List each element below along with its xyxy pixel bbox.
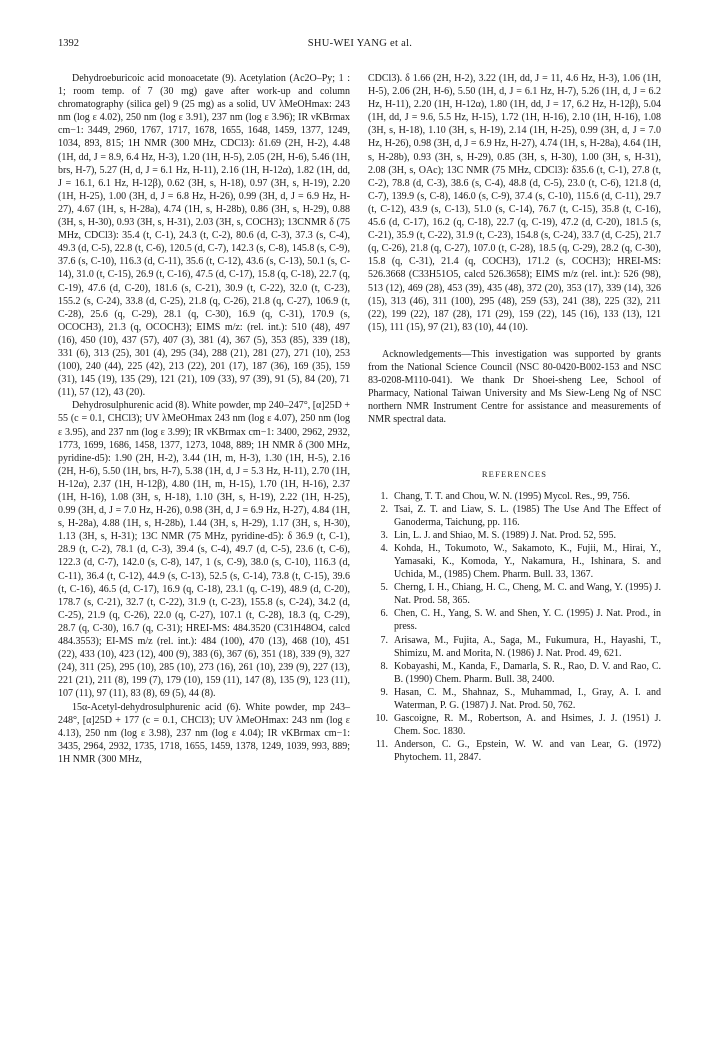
reference-text: Lin, L. J. and Shiao, M. S. (1989) J. Nat. Prod. 52, 595. xyxy=(394,529,616,541)
page-number: 1392 xyxy=(58,38,79,49)
reference-text: Chang, T. T. and Chou, W. N. (1995) Mycol. Res., 99, 756. xyxy=(394,490,630,502)
reference-number: 5. xyxy=(380,582,388,594)
reference-text: Chen, C. H., Yang, S. W. and Shen, Y. C. (1995) J. Nat. Prod., in press. xyxy=(394,608,661,633)
reference-text: Kohda, H., Tokumoto, W., Sakamoto, K., Fujii, M., Hirai, Y., Yamasaki, K., Komoda, Y., Nakamura, H., Ishinara, S. and Uchida, M., (1985) Chem. Pharm. Bull. 33, 1367. xyxy=(394,542,661,581)
reference-item xyxy=(368,490,661,503)
references-list xyxy=(368,490,661,765)
reference-item xyxy=(368,607,661,633)
reference-text: Kobayashi, M., Kanda, F., Damarla, S. R., Rao, D. V. and Rao, C. B. (1990) Chem. Pharm. Bull. 38, 2400. xyxy=(394,660,661,685)
reference-number: 2. xyxy=(380,503,388,515)
reference-number: 10. xyxy=(375,713,388,725)
reference-number: 6. xyxy=(380,608,388,620)
paragraph-dehydroeburicoic-acid-monoacetate: Dehydroeburicoic acid monoacetate (9). Acetylation (Ac2O–Py; 1 : 1; room temp. of 7 (30 mg) gave after work-up and column chromatography (silica gel) 9 (25 mg) as a solid, UV λMeOHmax: 243 nm (log ε 4.02), 250 nm (log ε 3.91), 237 nm (log ε 3.96); IR νKBrmax cm−1: 3449, 2960, 1767, 1717, 1678, 1655, 1648, 1459, 1377, 1249, 1034, 893, 815; 1H NMR (300 MHz, CDCl3): δ1.69 (2H, H-2), 4.48 (1H, dd, J = 8.9, 6.4 Hz, H-3), 1.20 (1H, H-5), 2.05 (2H, H-6), 5.46 (1H, brs, H-7), 5.27 (H, d, J = 6.1 Hz, H-11), 2.16 (1H, H-12α), 1.82 (1H, dd, J = 16.1, 6.1 Hz, H-12β), 0.62 (3H, s, H-18), 0.97 (3H, s, H-19), 2.20 (1H, H-25), 1.00 (3H, d, J = 6.8 Hz, H-26), 0.99 (3H, d, J = 6.9 Hz, H-27), 4.67 (1H, s, H-28a), 4.74 (1H, s, H-28b), 0.86 (3H, s, H-29), 0.88 (3H, s, H-30), 0.93 (3H, s, H-31), 2.03 (3H, s, COCH3); 13CNMR δ (75 MHz, CDCl3): 35.4 (t, C-1), 24.3 (t, C-2), 80.6 (d, C-3), 37.3 (s, C-4), 49.3 (d, C-5), 22.8 (t, C-6), 120.5 (d, C-7), 142.3 (s, C-8), 145.8 (s, C-9), 37.6 (s, C-10), 116.3 (d, C-11), 35.6 (t, C-12), 43.6 (s, C-13), 50.1 (s, C-14), 31.0 (t, C-15), 26.9 (t, C-16), 47.5 (d, C-17), 15.8 (q, C-18), 22.7 (q, C-19), 47.6 (d, C-20), 181.6 (s, C-21), 30.9 (t, C-22), 32.0 (t, C-23), 155.2 (s, C-24), 33.8 (d, C-25), 21.8 (q, C-26), 21.8 (q, C-27), 106.9 (t, C-28), 25.6 (q, C-29), 28.1 (q, C-30), 16.9 (q, C-31), 170.9 (s, OCOCH3), 21.3 (q, OCOCH3); EIMS m/z: (rel. int.): 510 (48), 497 (16), 450 (10), 437 (57), 407 (3), 381 (4), 367 (5), 353 (85), 339 (18), 331 (6), 313 (25), 301 (4), 295 (34), 288 (21), 281 (27), 271 (10), 253 (100), 240 (44), 225 (42), 213 (22), 201 (17), 187 (36), 169 (35), 159 (31), 145 (19), 135 (29), 121 (21), 109 (33), 97 (39), 91 (5), 84 (20), 71 (11), 57 (12), 43 (20). xyxy=(58,73,350,399)
running-title: SHU-WEI YANG et al. xyxy=(307,38,413,49)
reference-number: 1. xyxy=(380,490,388,502)
reference-number: 3. xyxy=(380,529,388,541)
acknowledgements: Acknowledgements—This investigation was supported by grants from the National Science Council (NSC 80-0420-B002-153 and NSC 83-0208-M110-041). We thank Dr Shoei-sheng Lee, School of Pharmacy, National Taiwan University and Ms Siew-Leng Ng of NSC northern NMR Instrument Centre for assistance and measurements of NMR spectral data. xyxy=(368,348,661,426)
reference-text: Arisawa, M., Fujita, A., Saga, M., Fukumura, H., Hayashi, T., Shimizu, M. and Morita, N. (1986) J. Nat. Prod. 49, 621. xyxy=(394,634,661,659)
reference-text: Gascoigne, R. M., Robertson, A. and Hsimes, J. J. (1951) J. Chem. Soc. 1830. xyxy=(394,713,661,738)
reference-number: 11. xyxy=(375,739,388,751)
reference-item xyxy=(368,686,661,712)
reference-item xyxy=(368,634,661,660)
reference-item xyxy=(368,581,661,607)
reference-item xyxy=(368,738,661,764)
paragraph-continued-nmr-data: CDCl3). δ 1.66 (2H, H-2), 3.22 (1H, dd, J = 11, 4.6 Hz, H-3), 1.06 (1H, H-5), 2.06 (2H, H-6), 5.50 (1H, d, J = 6.1 Hz, H-7), 5.26 (1H, d, J = 6.2 Hz, H-11), 2.20 (1H, H-12α), 1.80 (1H, dd, J = 17, 6.2 Hz, H-12β), 5.04 (1H, dd, J = 9.6, 5.5 Hz, H-15), 1.72 (1H, H-16), 2.10 (1H, H-16), 1.08 (3H, s, H-18), 1.10 (3H, s, H-19), 2.14 (1H, H-25), 0.99 (3H, d, J = 7.0 Hz, H-26), 0.98 (3H, d, J = 6.9 Hz, H-27), 4.74 (1H, s, H-28a), 4.64 (1H, s, H-28b), 0.93 (3H, s, H-29), 0.85 (3H, s, H-30), 1.00 (3H, s, H-31), 2.08 (3H, s, OAc); 13C NMR (75 MHz, CDCl3): δ35.6 (t, C-1), 27.8 (t, C-2), 78.8 (d, C-3), 38.6 (s, C-4), 48.8 (d, C-5), 23.0 (t, C-6), 121.8 (d, C-7), 139.9 (s, C-8), 146.0 (s, C-9), 37.4 (s, C-10), 115.6 (d, C-11), 29.7 (t, C-12), 43.9 (s, C-13), 51.0 (s, C-14), 76.7 (t, C-15), 35.8 (t, C-16), 45.6 (d, C-17), 16.2 (q, C-18), 22.7 (q, C-19), 47.2 (d, C-20), 181.5 (s, C-21), 35.9 (t, C-22), 31.9 (t, C-23), 154.8 (s, C-24), 33.7 (d, C-25), 21.7 (q, C-26), 21.8 (q, C-27), 107.0 (t, C-28), 18.5 (q, C-29), 28.2 (q, C-30), 15.8 (q, C-31), 21.4 (q, COCH3), 171.2 (s, COCH3); HREI-MS: 526.3668 (C33H51O5, calcd 526.3658); EIMS m/z (rel. int.): 526 (98), 513 (12), 469 (28), 453 (39), 435 (48), 372 (20), 353 (17), 339 (14), 326 (15), 313 (46), 311 (100), 295 (48), 259 (53), 241 (38), 225 (32), 211 (22), 199 (22), 187 (28), 171 (29), 159 (22), 145 (16), 133 (13), 121 (15), 111 (15), 97 (21), 83 (10), 44 (10). xyxy=(368,73,661,333)
reference-text: Tsai, Z. T. and Liaw, S. L. (1985) The Use And The Effect of Ganoderma, Taichung, pp. 116. xyxy=(394,503,661,528)
references-heading: REFERENCES xyxy=(481,469,548,480)
reference-item xyxy=(368,529,661,542)
left-column xyxy=(58,72,350,766)
reference-text: Cherng, I. H., Chiang, H. C., Cheng, M. C. and Wang, Y. (1995) J. Nat. Prod. 58, 365. xyxy=(394,582,661,607)
reference-item xyxy=(368,712,661,738)
reference-item xyxy=(368,503,661,529)
reference-number: 9. xyxy=(380,686,388,698)
reference-item xyxy=(368,660,661,686)
page-header xyxy=(58,38,662,54)
right-column xyxy=(368,72,661,765)
paragraph-dehydrosulphurenic-acid: Dehydrosulphurenic acid (8). White powder, mp 240–247°, [α]25D + 55 (c = 0.1, CHCl3); UV λMeOHmax 243 nm (log ε 4.07), 250 nm (log ε 3.95), and 237 nm (log ε 3.99); IR νKBrmax cm−1: 3400, 2962, 2932, 1773, 1699, 1686, 1458, 1377, 1273, 1048, 889; 1H NMR δ (300 MHz, pyridine-d5): 1.90 (2H, H-2), 3.44 (1H, m, H-3), 1.30 (1H, H-5), 2.16 (2H, H-6), 5.50 (1H, brs, H-7), 5.38 (1H, d, J = 5.3 Hz, H-11), 2.70 (1H, H-12α), 2.37 (1H, H-12β), 4.80 (1H, m, H-15), 1.70 (1H, H-16), 2.37 (1H, H-16), 1.08 (3H, s, H-18), 1.10 (3H, s, H-19), 2.22 (1H, H-25), 0.99 (3H, d, J = 7.0 Hz, H-26), 0.98 (3H, d, J = 6.9 Hz, H-27), 4.84 (1H, s, H-28a), 4.88 (1H, s, H-28b), 1.44 (3H, s, H-29), 1.17 (3H, s, H-30), 1.13 (3H, s, H-31); 13C NMR (75 MHz, pyridine-d5): δ 36.9 (t, C-1), 28.9 (t, C-2), 78.1 (d, C-3), 39.4 (s, C-4), 49.7 (d, C-5), 23.6 (t, C-6), 122.3 (d, C-7), 142.0 (s, C-8), 147, 1 (s, C-9), 38.0 (s, C-10), 116.3 (d, C-11), 36.4 (t, C-12), 44.9 (s, C-13), 52.5 (s, C-14), 73.8 (t, C-15), 39.6 (t, C-16), 46.5 (d, C-17), 16.9 (q, C-18), 23.1 (q, C-19), 48.9 (d, C-20), 178.7 (s, C-21), 32.7 (t, C-22), 31.9 (t, C-23), 155.8 (s, C-24), 34.2 (d, C-25), 21.9 (q, C-26), 22.0 (q, C-27), 107.1 (t, C-28), 18.3 (q, C-29), 28.7 (q, C-30), 16.7 (q, C-31); HREI-MS: 484.3520 (C31H48O4, calcd 484.3553); EI-MS m/z (rel. int.): 484 (100), 470 (13), 468 (10), 451 (22), 433 (10), 423 (12), 400 (9), 383 (6), 367 (6), 351 (18), 339 (9), 327 (24), 311 (25), 295 (10), 285 (10), 273 (16), 261 (10), 239 (9), 227 (13), 221 (21), 211 (8), 199 (7), 179 (10), 159 (11), 147 (8), 135 (9), 123 (11), 107 (11), 97 (11), 83 (8), 69 (5), 44 (8). xyxy=(58,400,350,700)
reference-item xyxy=(368,542,661,581)
reference-number: 8. xyxy=(380,660,388,672)
reference-number: 4. xyxy=(380,542,388,554)
reference-text: Hasan, C. M., Shahnaz, S., Muhammad, I., Gray, A. I. and Waterman, P. G. (1987) J. Nat. Prod. 50, 762. xyxy=(394,686,661,712)
paragraph-15a-acetyl-dehydrosulphurenic-acid: 15α-Acetyl-dehydrosulphurenic acid (6). White powder, mp 243–248°, [α]25D + 177 (c = 0.1, CHCl3); UV λMeOHmax: 243 nm (log ε 4.13), 250 nm (log ε 3.98), 237 nm (log ε 4.04); IR νKBrmax cm−1: 3435, 2964, 2932, 1735, 1718, 1655, 1459, 1378, 1249, 1039, 993, 889; 1H NMR (300 MHz, xyxy=(58,701,350,765)
reference-number: 7. xyxy=(380,634,388,646)
reference-text: Anderson, C. G., Epstein, W. W. and van Lear, G. (1972) Phytochem. 11, 2847. xyxy=(394,739,661,764)
